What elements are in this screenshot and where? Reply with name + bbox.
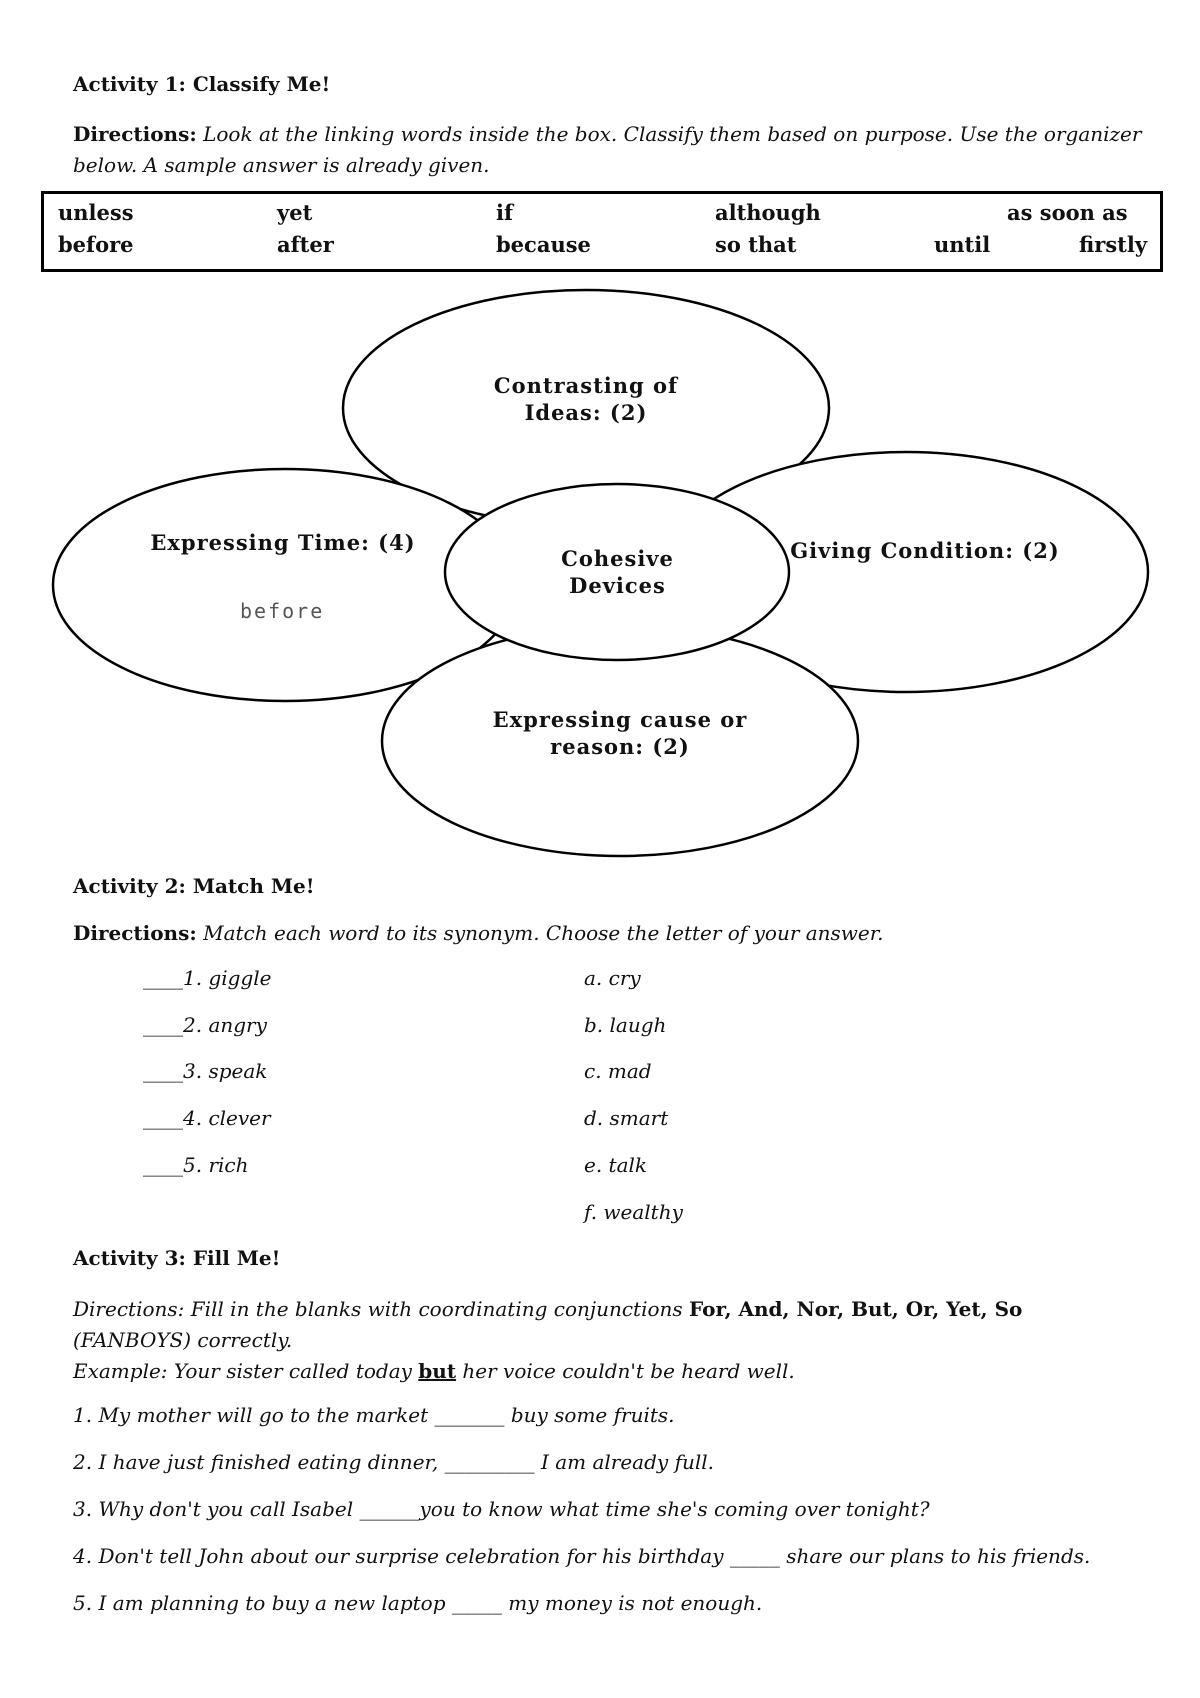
word-so-that: so that <box>715 232 797 257</box>
petal-bottom-label: Expressing cause or reason: (2) <box>492 707 748 759</box>
match-option-e: e. talk <box>584 1153 648 1177</box>
match-option-d: d. smart <box>584 1106 669 1130</box>
linking-words-box <box>41 191 1163 272</box>
activity2-directions-text: Match each word to its synonym. Choose the letter of your answer. <box>203 921 884 945</box>
activity3-title: Activity 3: Fill Me! <box>73 1246 281 1270</box>
match-option-c: c. mad <box>584 1059 652 1083</box>
petal-left-label: Expressing Time: (4) <box>150 530 416 555</box>
word-after: after <box>277 232 334 257</box>
match-option-f: f. wealthy <box>584 1200 683 1224</box>
activity3-example <box>73 1356 1143 1387</box>
word-unless: unless <box>58 200 134 225</box>
fanboys-list: For, And, Nor, But, Or, Yet, So <box>689 1297 1023 1321</box>
word-because: because <box>496 232 591 257</box>
match-item-1: ____1. giggle <box>143 966 272 990</box>
fill-item-2: 2. I have just finished eating dinner, _________ I am already full. <box>73 1450 714 1474</box>
graphic-organizer <box>0 280 1200 870</box>
activity2-title: Activity 2: Match Me! <box>73 874 315 898</box>
activity2-directions <box>73 918 1143 949</box>
activity2-directions-label: Directions: <box>73 921 197 945</box>
activity1-directions <box>73 119 1143 181</box>
match-item-5: ____5. rich <box>143 1153 249 1177</box>
match-option-b: b. laugh <box>584 1013 667 1037</box>
example-pre: Example: Your sister called today <box>73 1359 412 1383</box>
activity1-directions-text: Look at the linking words inside the box. Classify them based on purpose. Use the organizer below. A sample answer is already given. <box>73 122 1142 177</box>
petal-top-label: Contrasting of Ideas: (2) <box>493 373 679 425</box>
activity3-directions <box>73 1294 1143 1356</box>
word-as-soon-as: as soon as <box>1007 200 1128 225</box>
word-until: until <box>934 232 991 257</box>
match-item-3: ____3. speak <box>143 1059 268 1083</box>
fanboys-tail: (FANBOYS) correctly. <box>73 1328 293 1352</box>
word-firstly: firstly <box>1079 232 1148 257</box>
activity3-directions-text: Directions: Fill in the blanks with coordinating conjunctions <box>73 1297 683 1321</box>
match-item-4: ____4. clever <box>143 1106 271 1130</box>
word-if: if <box>496 200 514 225</box>
example-answer: but <box>418 1359 457 1383</box>
petal-right-label: Giving Condition: (2) <box>790 538 1060 563</box>
word-yet: yet <box>277 200 313 225</box>
activity1-title: Activity 1: Classify Me! <box>73 72 331 96</box>
word-before: before <box>58 232 134 257</box>
match-item-2: ____2. angry <box>143 1013 267 1037</box>
activity1-directions-label: Directions: <box>73 122 197 146</box>
fill-item-3: 3. Why don't you call Isabel ______you to know what time she's coming over tonight? <box>73 1497 930 1521</box>
fill-item-4: 4. Don't tell John about our surprise celebration for his birthday _____ share our plans to his friends. <box>73 1544 1091 1568</box>
match-option-a: a. cry <box>584 966 641 990</box>
example-post: her voice couldn't be heard well. <box>462 1359 795 1383</box>
word-although: although <box>715 200 821 225</box>
fill-item-5: 5. I am planning to buy a new laptop _____ my money is not enough. <box>73 1591 763 1615</box>
fill-item-1: 1. My mother will go to the market _______ buy some fruits. <box>73 1403 675 1427</box>
sample-answer: before <box>240 599 325 623</box>
center-label: Cohesive Devices <box>561 546 674 598</box>
